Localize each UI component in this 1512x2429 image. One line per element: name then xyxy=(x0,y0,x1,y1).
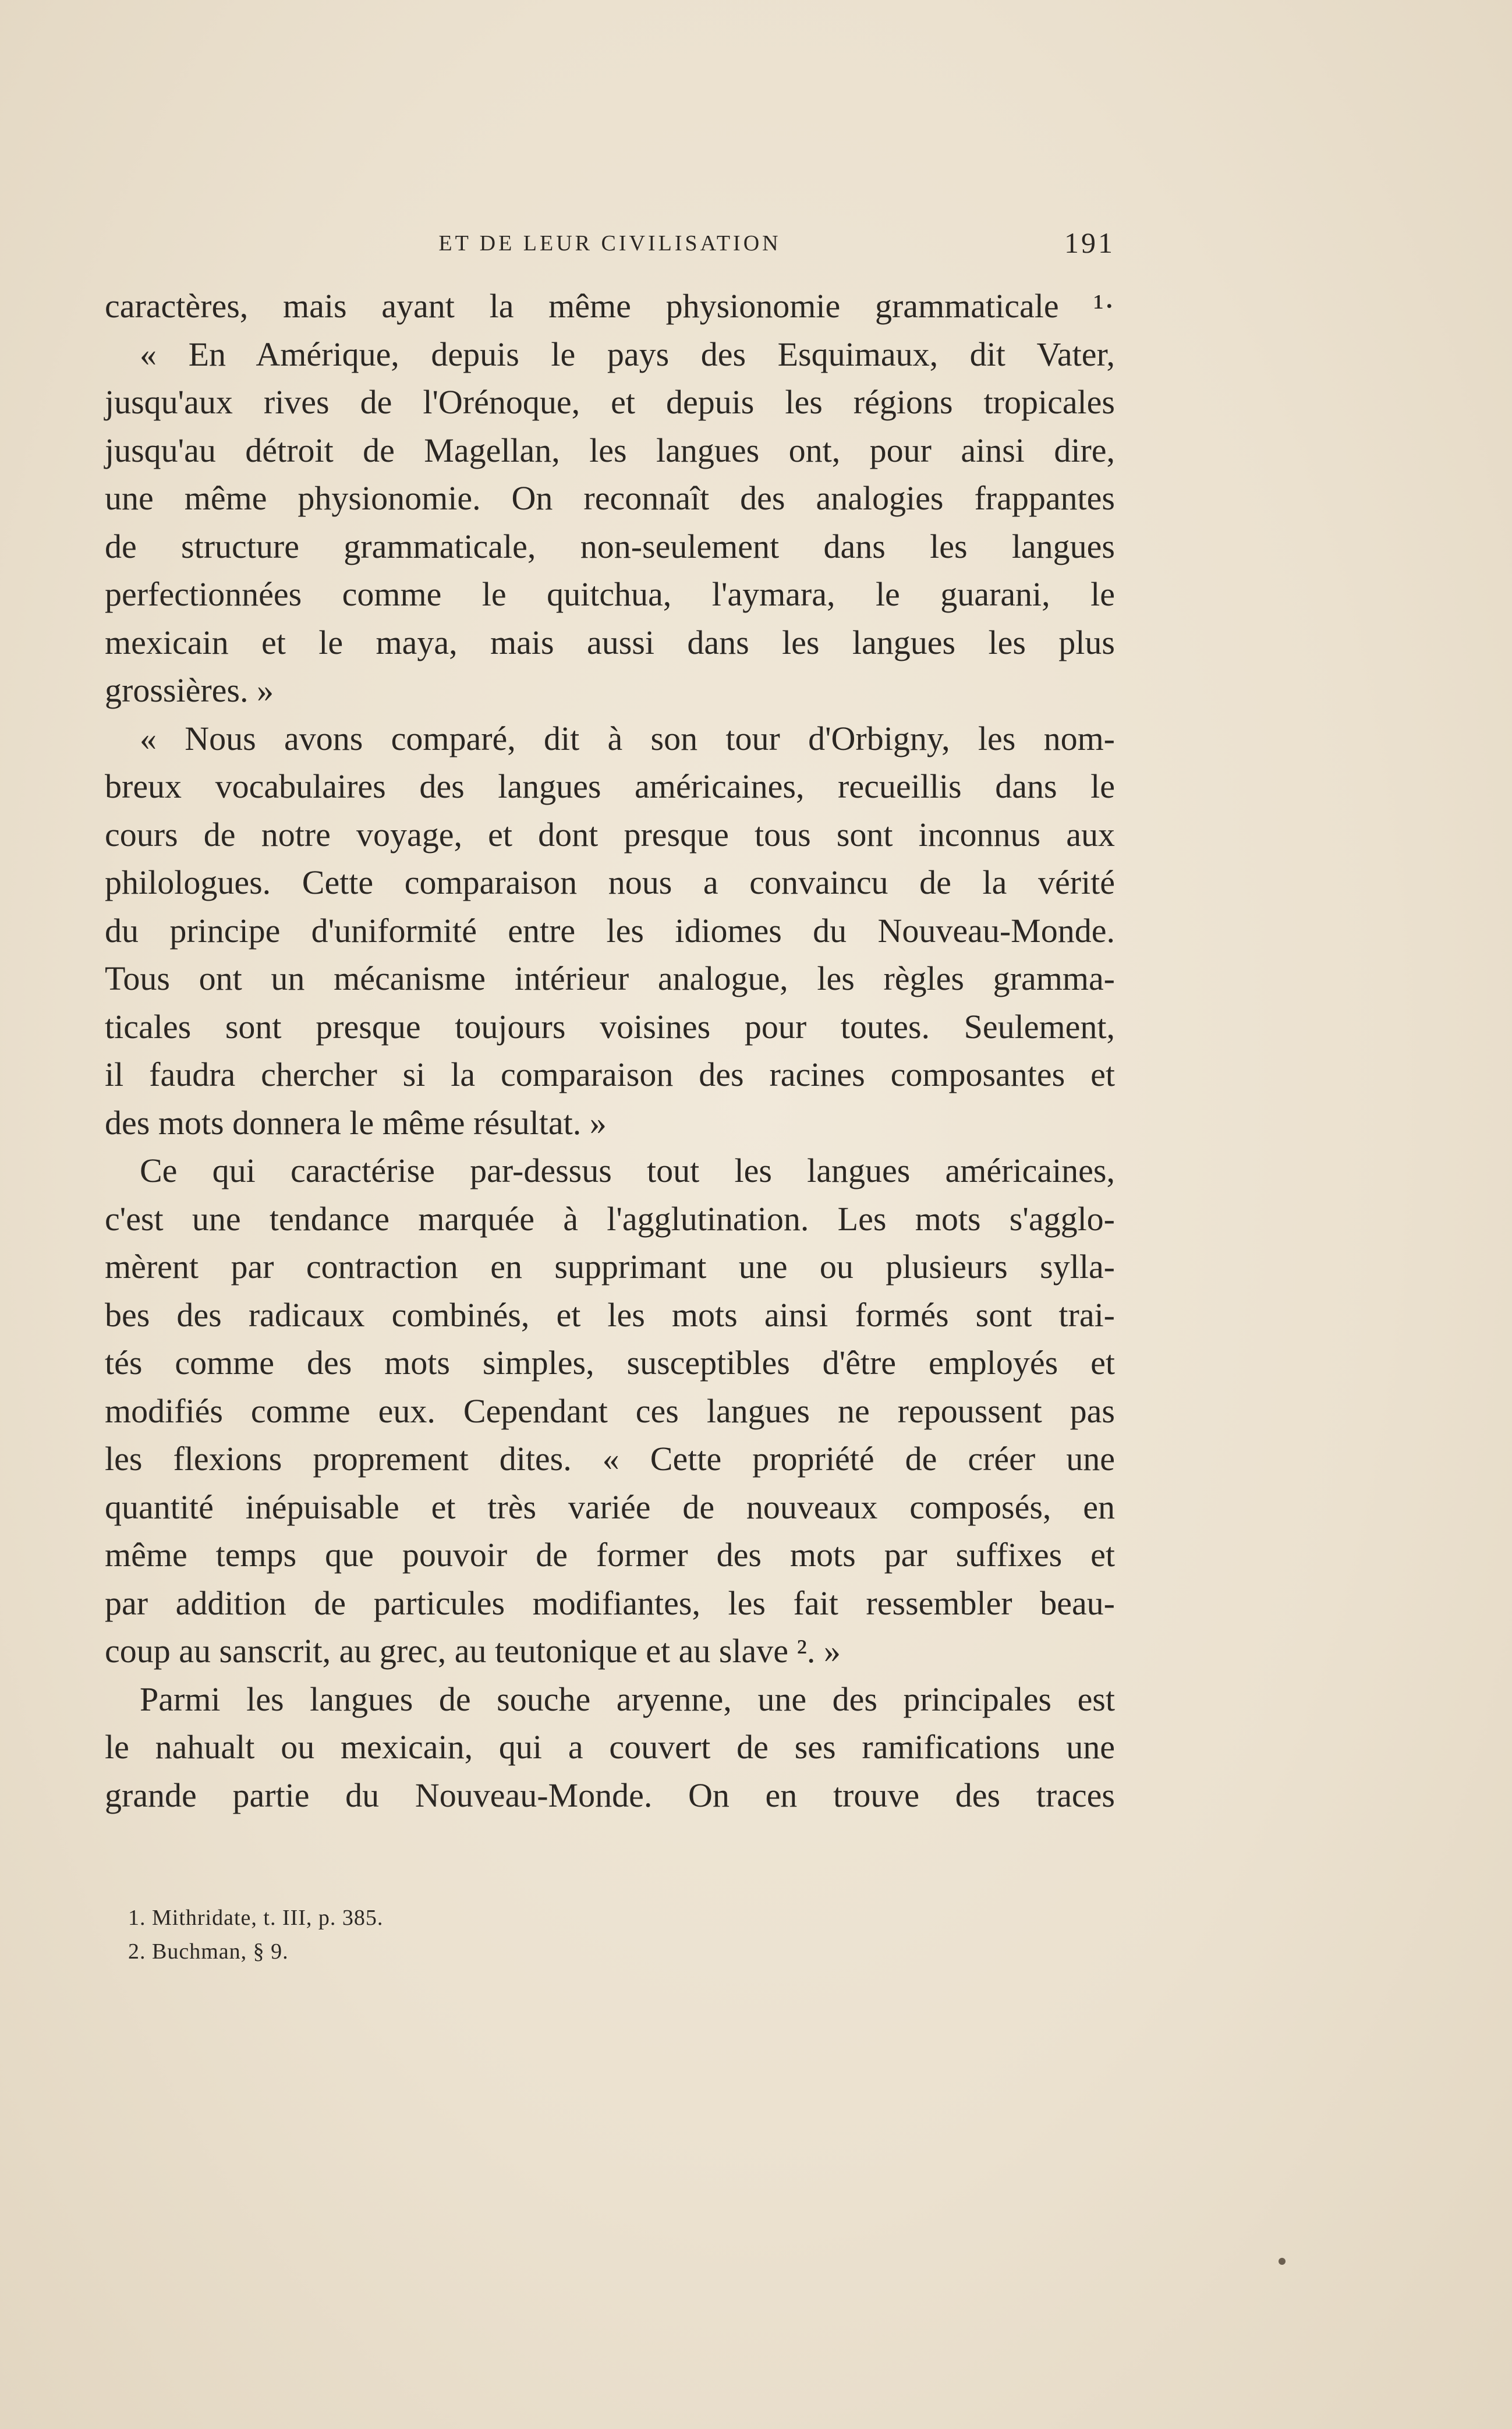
text-line: cours de notre voyage, et dont presque tous sont inconnus aux xyxy=(105,815,1115,854)
text-line: de structure grammaticale, non-seulement dans les langues xyxy=(105,527,1115,565)
text-line: tés comme des mots simples, susceptibles d'être employés et xyxy=(105,1344,1115,1382)
text-line: Tous ont un mécanisme intérieur analogue, les règles gramma- xyxy=(105,959,1115,997)
text-line: grossières. » xyxy=(105,671,274,709)
text-line: perfectionnées comme le quitchua, l'aymara, le guarani, le xyxy=(105,575,1115,613)
text-line: une même physionomie. On reconnaît des analogies frappantes xyxy=(105,479,1115,517)
text-line: jusqu'aux rives de l'Orénoque, et depuis les régions tropicales xyxy=(105,383,1115,421)
footnote: 1. Mithridate, t. III, p. 385. xyxy=(128,1906,384,1930)
text-line: il faudra chercher si la comparaison des racines composantes et xyxy=(105,1056,1115,1093)
text-line: même temps que pouvoir de former des mots par suffixes et xyxy=(105,1536,1115,1574)
text-line: caractères, mais ayant la même physionomie grammaticale ¹· xyxy=(105,287,1115,325)
text-line: le nahualt ou mexicain, qui a couvert de ses ramifications une xyxy=(105,1728,1115,1766)
page-number: 191 xyxy=(1064,226,1115,259)
text-line: quantité inépuisable et très variée de nouveaux composés, en xyxy=(105,1488,1115,1526)
paper-speck xyxy=(1279,2258,1286,2265)
body-text xyxy=(105,282,1115,1819)
text-line: du principe d'uniformité entre les idiomes du Nouveau-Monde. xyxy=(105,911,1115,950)
text-line: par addition de particules modifiantes, les fait ressembler beau- xyxy=(105,1584,1115,1622)
text-line: Parmi les langues de souche aryenne, une des principales est xyxy=(140,1680,1115,1718)
footnotes xyxy=(128,1901,943,1968)
footnote: 2. Buchman, § 9. xyxy=(128,1939,289,1964)
text-line: bes des radicaux combinés, et les mots ainsi formés sont trai- xyxy=(105,1295,1115,1334)
running-title: ET DE LEUR CIVILISATION xyxy=(438,231,781,256)
text-line: philologues. Cette comparaison nous a convaincu de la vérité xyxy=(105,863,1115,901)
text-line: grande partie du Nouveau-Monde. On en trouve des traces xyxy=(105,1776,1115,1814)
text-line: les flexions proprement dites. « Cette propriété de créer une xyxy=(105,1440,1115,1478)
text-line: breux vocabulaires des langues américaines, recueillis dans le xyxy=(105,767,1115,805)
text-line: c'est une tendance marquée à l'agglutination. Les mots s'agglo- xyxy=(105,1199,1115,1238)
text-line: mèrent par contraction en supprimant une ou plusieurs sylla- xyxy=(105,1248,1115,1286)
text-line: jusqu'au détroit de Magellan, les langues ont, pour ainsi dire, xyxy=(105,431,1115,469)
text-line: ticales sont presque toujours voisines pour toutes. Seulement, xyxy=(105,1007,1115,1046)
page-header xyxy=(105,226,1115,261)
text-line: « En Amérique, depuis le pays des Esquimaux, dit Vater, xyxy=(140,335,1115,373)
text-line: coup au sanscrit, au grec, au teutonique et au slave ². » xyxy=(105,1632,841,1670)
text-line: « Nous avons comparé, dit à son tour d'Orbigny, les nom- xyxy=(140,719,1115,757)
text-line: Ce qui caractérise par-dessus tout les langues américaines, xyxy=(140,1152,1115,1189)
text-line: modifiés comme eux. Cependant ces langues ne repoussent pas xyxy=(105,1391,1115,1430)
text-line: mexicain et le maya, mais aussi dans les langues les plus xyxy=(105,623,1115,661)
text-line: des mots donnera le même résultat. » xyxy=(105,1103,607,1142)
